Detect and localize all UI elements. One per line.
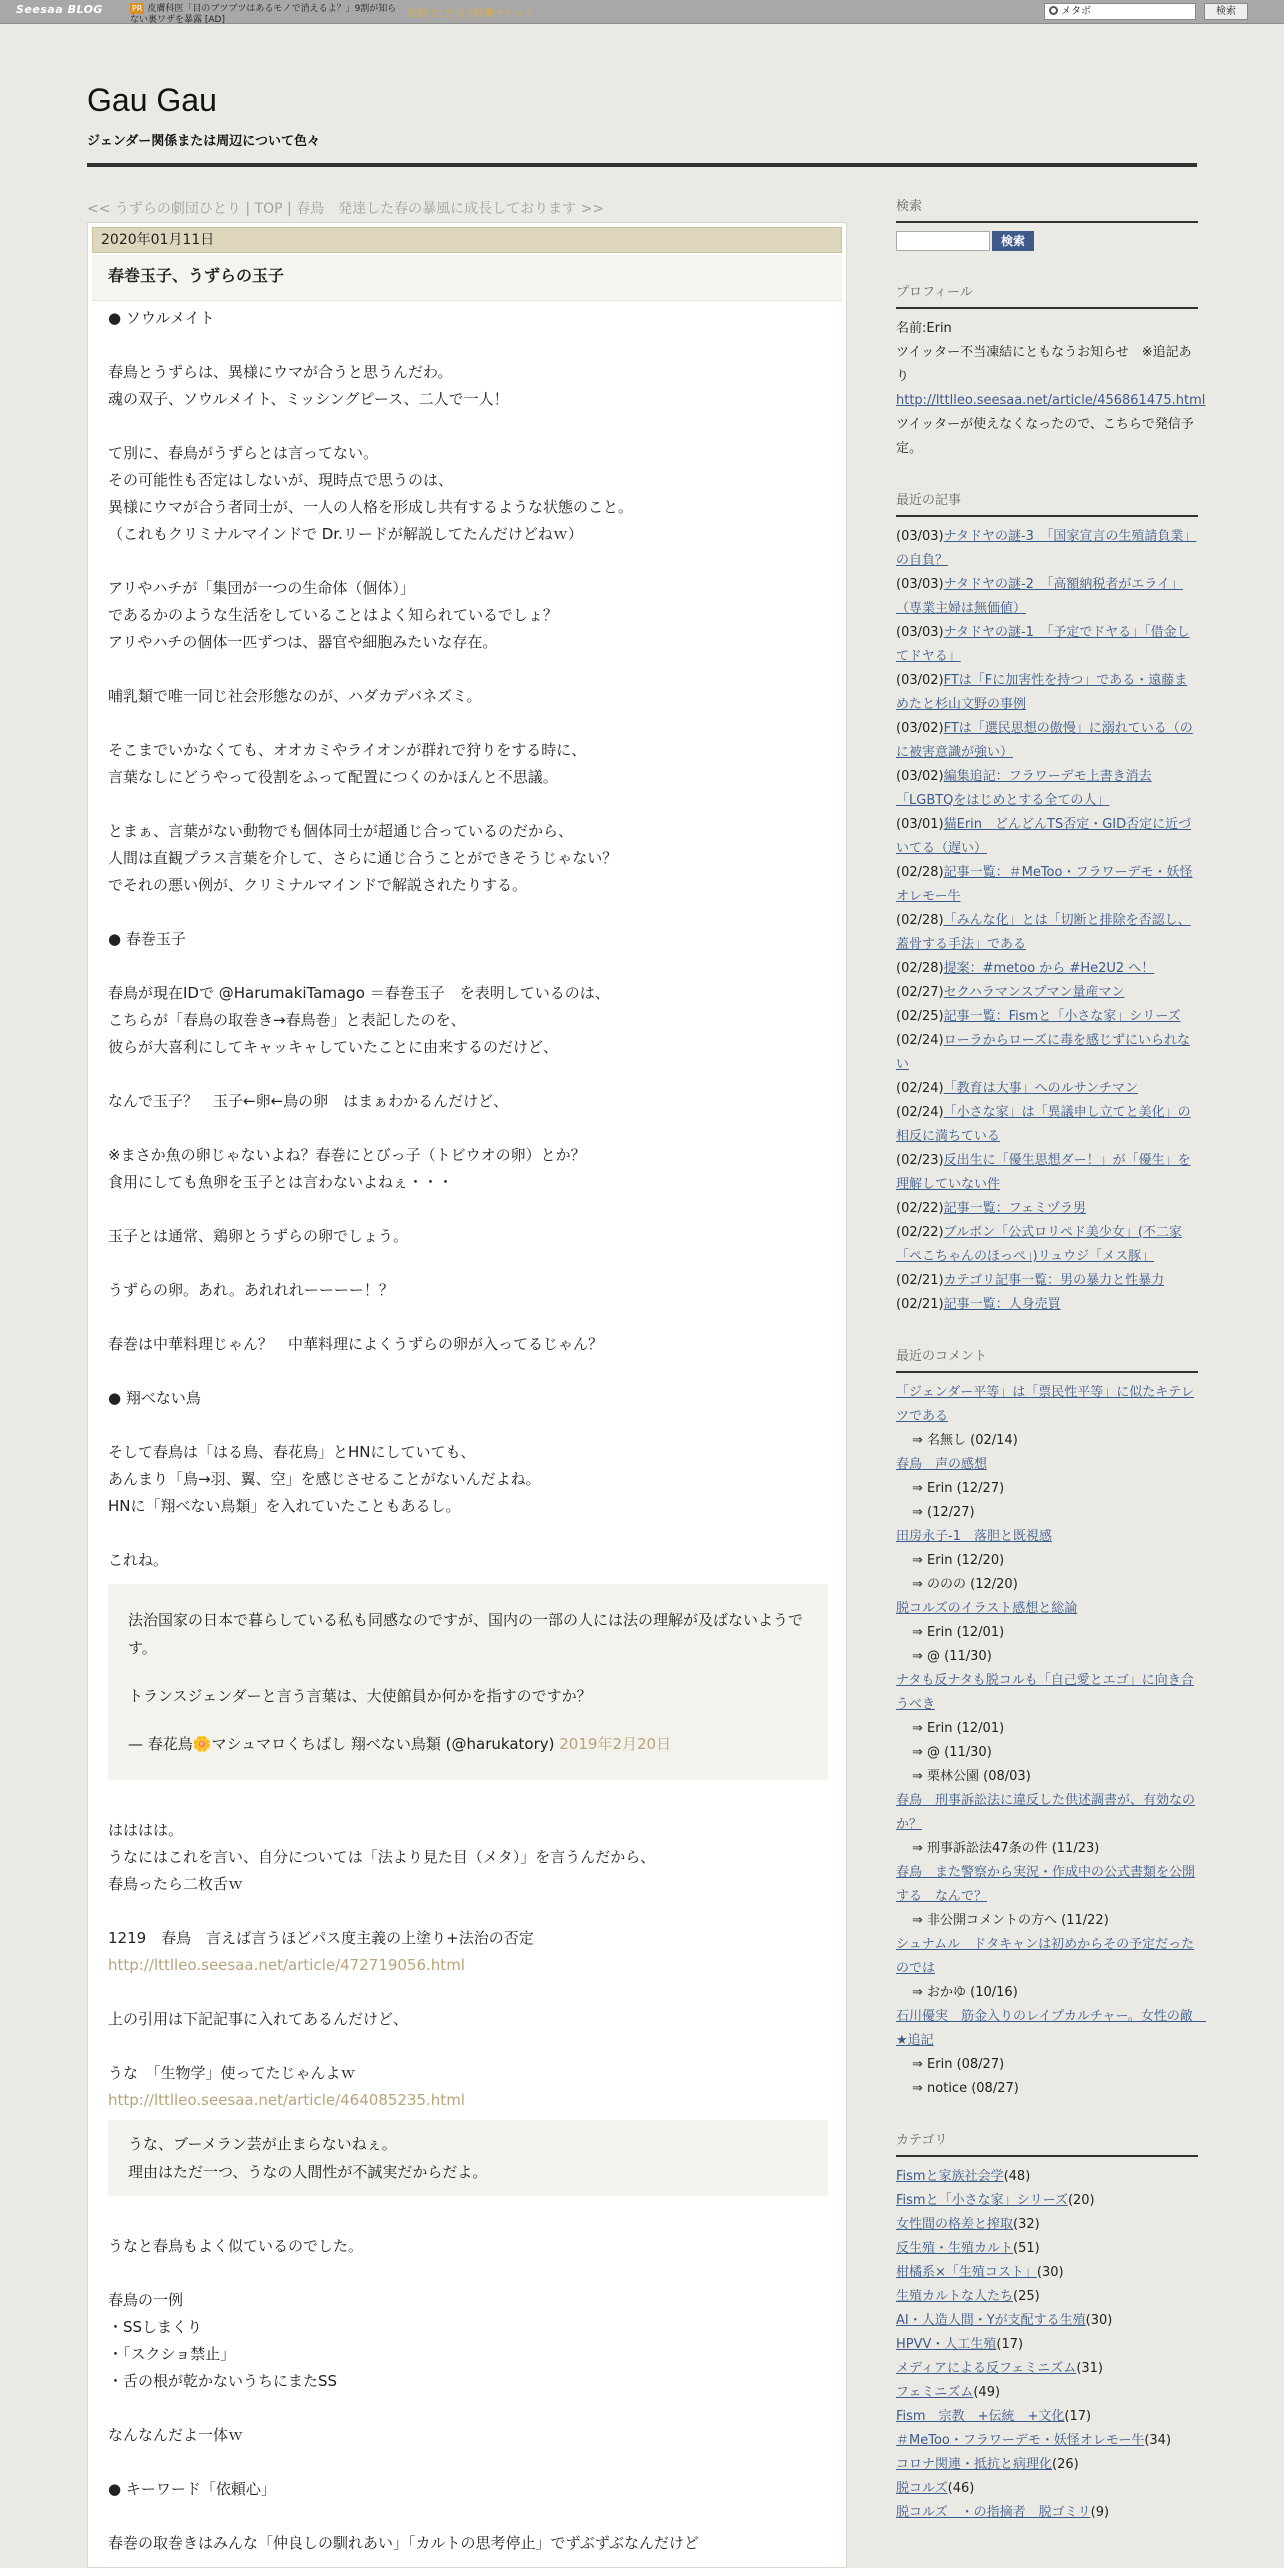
top-ad[interactable] [130,3,400,25]
recent-article-link[interactable]: 記事一覧：Fismと「小さな家」シリーズ [943,1009,1181,1024]
recent-article-date: (03/03) [896,625,944,640]
comment-author[interactable]: ⇒ Erin (12/27) [912,1481,1005,1496]
recent-article-link[interactable]: ナタドヤの謎-2 「高額納税者がエライ」（専業主婦は無価値） [896,577,1184,616]
recent-article-link[interactable]: 猫Erin どんどんTS否定・GID否定に近づいてる（遅い） [896,817,1192,856]
category-link[interactable]: メディアによる反フェミニズム [896,2361,1077,2376]
paragraph-gap [108,2395,828,2422]
recent-article-date: (02/23) [896,1153,944,1168]
recent-article-item [896,621,1198,669]
comment-article-item [896,1381,1198,1429]
top-search-input[interactable]: メタボ [1044,3,1196,20]
comment-author[interactable]: ⇒ 栗林公園 (08/03) [912,1769,1031,1784]
comment-article-link[interactable]: 春鳥 また警察から実況・作成中の公式書類を公開する なんで？ [896,1865,1196,1904]
header-divider [87,163,1197,167]
recent-article-link[interactable]: 提案：#metoo から #He2U2 へ！ [943,961,1155,976]
category-count: (31) [1076,2361,1103,2376]
comment-article-item [896,1861,1198,1909]
top-search-button[interactable]: 検索 [1204,3,1248,20]
post-text-line: 言葉なしにどうやって役割をふって配置につくのかほんと不思議。 [108,768,558,786]
top-bar [0,0,1284,24]
recent-article-date: (02/24) [896,1105,944,1120]
recent-article-link[interactable]: FTは「Fに加害性を持つ」である・遠藤まめたと杉山文野の事例 [896,673,1188,712]
post-text-line: なんなんだよ一体ｗ [108,2426,244,2444]
profile-name: 名前:Erin [896,321,952,336]
sidebar-search [896,195,1198,253]
recent-article-date: (03/02) [896,721,944,736]
sidebar-heading: 最近のコメント [896,1345,1198,1373]
category-count: (9) [1090,2505,1110,2520]
next-article-link[interactable]: 春鳥 発達した春の暴風に成長しております >> [296,201,605,217]
category-item [896,2453,1198,2477]
post-text-line: 春鳥が現在IDで @HarumakiTamago ＝春巻玉子 を表明しているのは、 [108,984,610,1002]
comment-article-item [896,1525,1198,1549]
category-link[interactable]: コロナ関連・抵抗と病理化 [896,2457,1053,2472]
recent-article-date: (02/21) [896,1297,944,1312]
category-item [896,2333,1198,2357]
comment-author[interactable]: ⇒ 非公開コメントの方へ (11/22) [912,1913,1109,1928]
search-icon [1049,6,1058,15]
recent-article-date: (02/28) [896,913,944,928]
paragraph-gap [108,899,828,926]
post-text-line: ● 春巻玉子 [108,930,186,948]
category-item [896,2285,1198,2309]
post-text-line: なんで玉子？ 玉子←卵←鳥の卵 はまぁわかるんだけど、 [108,1092,509,1110]
article-link[interactable]: http://lttlleo.seesaa.net/article/472719056.html [108,1956,465,1974]
comment-author[interactable]: ⇒ @ (11/30) [912,1649,992,1664]
comment-article-item [896,1597,1198,1621]
post-text-line: 上の引用は下記記事に入れてあるんだけど、 [108,2010,409,2028]
category-item [896,2357,1198,2381]
recent-article-date: (02/22) [896,1201,944,1216]
seesaa-logo[interactable]: Seesaa BLOG [16,3,103,16]
post-text-line: て別に、春鳥がうずらとは言ってない。 [108,444,379,462]
nav-separator: | [240,201,255,217]
category-item [896,2165,1198,2189]
comment-author[interactable]: ⇒ 刑事訴訟法47条の件 (11/23) [912,1841,1100,1856]
embedded-tweet [108,1584,828,1780]
category-link[interactable]: フェミニズム [896,2385,974,2400]
post-text-line: 春鳥の一例 [108,2291,184,2309]
paragraph-gap [108,1115,828,1142]
sidebar-search-button[interactable]: 検索 [992,231,1034,251]
recent-article-item [896,573,1198,621]
comment-article-link[interactable]: 春鳥 刑事訴訟法に違反した供述調書が、有効なのか？ [896,1793,1196,1832]
category-item [896,2213,1198,2237]
paragraph-gap [108,1412,828,1439]
post-title[interactable]: 春巻玉子、うずらの玉子 [108,266,285,285]
post-text-line: 彼らが大喜利にしてキャッキャしていたことに由来するのだけど、 [108,1038,559,1056]
comment-article-link[interactable]: 脱コルズのイラスト感想と総論 [896,1601,1078,1616]
recent-article-link[interactable]: ナタドヤの謎-1 「予定でドヤる」「借金してドヤる」 [896,625,1190,664]
comment-author[interactable]: ⇒ @ (11/30) [912,1745,992,1760]
post-text-line: うずらの卵。あれ。あれれれーーーー！？ [108,1281,394,1299]
recent-article-item [896,1149,1198,1197]
site-description: ジェンダー関係または周辺について色々 [87,134,320,149]
nav-separator: | [282,201,297,217]
top-link[interactable]: TOP [254,201,283,217]
category-count: (30) [1085,2313,1113,2328]
comment-author[interactable]: ⇒ notice (08/27) [912,2081,1019,2096]
profile-link[interactable]: http://lttlleo.seesaa.net/article/456861475.html [896,393,1206,408]
comment-article-item [896,2005,1206,2053]
category-count: (34) [1144,2433,1172,2448]
category-count: (32) [1013,2217,1040,2232]
category-item [896,2189,1198,2213]
post-text-line: HNに「翔べない鳥類」を入れていたこともあるし。 [108,1497,461,1515]
recent-article-item [896,861,1198,909]
category-item [896,2261,1198,2285]
post-text-line: ・「スクショ禁止」 [108,2345,236,2363]
recent-article-item [896,525,1198,573]
sidebar-heading: カテゴリ [896,2129,1198,2157]
post-text-line: そこまでいかなくても、オオカミやライオンが群れで狩りをする時に、 [108,741,587,759]
comment-article-link[interactable]: 春鳥 声の感想 [896,1457,988,1472]
sidebar-recent-articles [896,489,1198,1317]
post-text-line: アリやハチが「集団が一つの生命体（個体）」 [108,579,415,597]
paragraph-gap [108,1250,828,1277]
paragraph-gap [108,2503,828,2530]
recent-article-date: (02/28) [896,865,944,880]
recent-article-date: (02/22) [896,1225,944,1240]
post-text-line: あんまり「鳥→羽、翼、空」を感じさせることがないんだよね。 [108,1470,541,1488]
category-link[interactable]: Fismと「小さな家」シリーズ [896,2193,1068,2208]
profile-note: ツイッターが使えなくなったので、こちらで発信予定。 [896,417,1194,456]
category-link[interactable]: 脱コルズ [896,2481,948,2496]
blockquote [108,2120,828,2196]
sidebar-search-input[interactable] [896,231,990,251]
article [87,222,847,2568]
post-text-line: でそれの悪い例が、クリミナルマインドで解説されたりする。 [108,876,527,894]
paragraph-gap [108,332,828,359]
recent-article-item [896,1005,1198,1029]
recent-article-link[interactable]: カテゴリ記事一覧：男の暴力と性暴力 [943,1273,1165,1288]
paragraph-gap [108,1358,828,1385]
recent-article-date: (03/02) [896,769,944,784]
paragraph-gap [108,1898,828,1925]
comment-author[interactable]: ⇒ Erin (12/20) [912,1553,1005,1568]
category-count: (25) [1013,2289,1040,2304]
comment-article-item [896,1453,1198,1477]
post-text-line: であるかのような生活をしていることはよく知られているでしょ？ [108,606,558,624]
category-link[interactable]: 反生殖・生殖カルト [896,2241,1014,2256]
paragraph-gap [108,2033,828,2060]
recent-article-item [896,1221,1198,1269]
recent-article-date: (03/03) [896,577,944,592]
tweet-attribution: — 春花鳥🌼マシュマロくちばし 翔べない鳥類 (@harukatory) 2019年2月20日 [128,1735,672,1753]
comment-author[interactable]: ⇒ (12/27) [912,1505,975,1520]
recent-article-link[interactable]: ローラからローズに毒を感じずにいられない [896,1033,1190,1072]
post-text-line: とまぁ、言葉がない動物でも個体同士が超通じ合っているのだから、 [108,822,574,840]
comment-article-item [896,1933,1198,1981]
category-link[interactable]: HPVV・人工生殖 [896,2337,997,2352]
paragraph-gap [108,710,828,737]
recent-article-link[interactable]: ナタドヤの謎-3 「国家宣言の生殖請負業」の自負？ [896,529,1197,568]
recent-article-item [896,957,1198,981]
post-text-line: ・舌の根が乾かないうちにまたSS [108,2372,338,2390]
site-title[interactable]: Gau Gau [87,82,217,118]
recent-article-item [896,909,1198,957]
sidebar-heading: 検索 [896,195,1198,223]
recent-article-link[interactable]: FTは「選民思想の傲慢」に溺れている（のに被害意識が強い） [896,721,1193,760]
top-ad-text[interactable]: 皮膚科医「目のブツブツはあるモノで消えるよ？」9割が知らない裏ワザを暴露 [AD] [130,4,397,25]
recent-article-item [896,1197,1198,1221]
sidebar-heading: 最近の記事 [896,489,1198,517]
recent-article-item [896,1029,1198,1077]
category-item [896,2501,1198,2525]
paragraph-gap [108,656,828,683]
post-text-line: その可能性も否定はしないが、現時点で思うのは、 [108,471,454,489]
sidebar [896,195,1206,2553]
category-link[interactable]: 生殖カルトな人たち [896,2289,1014,2304]
post-text-line: うな 「生物学」使ってたじゃんよｗ [108,2064,356,2082]
post-date: 2020年01月11日 [92,227,842,253]
comment-author[interactable]: ⇒ 名無し (02/14) [912,1433,1018,1448]
pr-badge: PR [132,4,143,13]
recent-article-item [896,669,1198,717]
paragraph-gap [108,791,828,818]
category-count: (26) [1052,2457,1079,2472]
sidebar-heading: プロフィール [896,281,1198,309]
paragraph-gap [108,2260,828,2287]
recent-article-date: (02/28) [896,961,944,976]
paragraph-gap [108,413,828,440]
category-link[interactable]: Fism 宗教 +伝統 +文化 [896,2409,1065,2424]
paragraph-gap [108,2449,828,2476]
category-item [896,2429,1198,2453]
recent-article-link[interactable]: 記事一覧：人身売買 [943,1297,1061,1312]
recent-article-link[interactable]: ブルボン「公式ロリペド美少女」(不二家「ペこちゃんのほっぺ」)リュウジ「メス豚」 [896,1225,1182,1264]
category-item [896,2237,1198,2261]
recent-article-item [896,1101,1198,1149]
category-link[interactable]: 女性間の格差と搾取 [896,2217,1014,2232]
article-link[interactable]: http://lttlleo.seesaa.net/article/464085235.html [108,2091,465,2109]
recent-article-link[interactable]: 「みんな化」とは「切断と排除を否認し、蓋骨する手法」である [896,913,1191,952]
post-text-line: ● キーワード「依頼心」 [108,2480,276,2498]
category-link[interactable]: 脱コルズ ・の指摘者 脱ゴミリ [896,2505,1091,2520]
category-count: (17) [996,2337,1024,2352]
comment-article-link[interactable]: 石川優実 筋金入りのレイプカルチャー。女性の敵 ★追記 [896,2009,1206,2048]
comment-author[interactable]: ⇒ おかゆ (10/16) [912,1985,1018,2000]
recent-article-link[interactable]: 「教育は大事」へのルサンチマン [943,1081,1138,1096]
comment-article-link[interactable]: ナタも反ナタも脱コルも「自己愛とエゴ」に向き合うべき [896,1673,1194,1712]
post-text-line: 異様にウマが合う者同士が、一人の人格を形成し共有するような状態のこと。 [108,498,634,516]
sidebar-recent-comments [896,1345,1206,2101]
post-text-line: うなと春鳥もよく似ているのでした。 [108,2237,364,2255]
recent-article-item [896,1293,1198,1317]
top-ad-2[interactable]: 無料で1万円分特典チケット [408,9,534,20]
profile-notice: ツイッター不当凍結にともなうお知らせ ※追記あり [896,345,1192,384]
comment-article-item [896,1669,1198,1717]
prev-article-link[interactable]: << うずらの劇団ひとり [87,201,241,217]
post-text-line: 春鳥ったら二枚舌ｗ [108,1875,244,1893]
comment-article-link[interactable]: シュナムル ドタキャンは初めからその予定だったのでは [896,1937,1195,1976]
comment-article-link[interactable]: 「ジェンダー平等」は「票民性平等」に似たキテレツである [896,1385,1194,1424]
recent-article-link[interactable]: 反出生に「優生思想ダー！」が「優生」を理解していない件 [896,1153,1191,1192]
sidebar-profile [896,281,1206,461]
recent-article-date: (02/21) [896,1273,944,1288]
recent-article-item [896,813,1198,861]
recent-article-link[interactable]: セクハラマンスプマン量産マン [943,985,1125,1000]
comment-author[interactable]: ⇒ ののの (12/20) [912,1577,1018,1592]
post-text-line: アリやハチの個体一匹ずつは、器官や細胞みたいな存在。 [108,633,498,651]
category-item [896,2477,1198,2501]
paragraph-gap [108,1196,828,1223]
category-count: (46) [947,2481,975,2496]
category-item [896,2309,1198,2333]
post-text-line: はははは。 [108,1821,184,1839]
recent-article-link[interactable]: 「小さな家」は「異議申し立てと美化」の相反に満ちている [896,1105,1191,1144]
post-text-line: 春巻は中華料理じゃん？ 中華料理によくうずらの卵が入ってるじゃん？ [108,1335,604,1353]
post-text-line: 哺乳類で唯一同じ社会形態なのが、ハダカデバネズミ。 [108,687,482,705]
category-item [896,2381,1198,2405]
article-nav [87,198,604,218]
sidebar-categories [896,2129,1198,2525]
quote-line: 理由はただ一つ、うなの人間性が不誠実だからだよ。 [128,2163,488,2181]
paragraph-gap [108,953,828,980]
post-text-line: 人間は直観プラス言葉を介して、さらに通じ合うことができそうじゃない？ [108,849,618,867]
tweet-text: トランスジェンダーと言う言葉は、大使館員か何かを指すのですか？ [128,1687,592,1705]
paragraph-gap [108,1304,828,1331]
recent-article-link[interactable]: 記事一覧：フェミヅラ男 [943,1201,1086,1216]
recent-article-date: (02/24) [896,1081,944,1096]
paragraph-gap [108,1520,828,1547]
category-item [896,2405,1198,2429]
post-text-line: 玉子とは通常、鶏卵とうずらの卵でしょう。 [108,1227,409,1245]
quote-line: うな、ブーメラン芸が止まらないねぇ。 [128,2135,397,2153]
category-link[interactable]: AI・人造人間・Yが支配する生殖 [896,2313,1086,2328]
category-count: (30) [1036,2265,1064,2280]
post-text-line: 食用にしても魚卵を玉子とは言わないよねぇ・・・ [108,1173,454,1191]
post-text-line: ・SSしまくり [108,2318,203,2336]
comment-article-item [896,1789,1198,1837]
post-body [108,305,828,2557]
recent-article-date: (03/03) [896,529,944,544]
category-count: (49) [973,2385,1001,2400]
category-count: (48) [1003,2169,1031,2184]
recent-article-date: (03/02) [896,673,944,688]
category-count: (17) [1064,2409,1092,2424]
paragraph-gap [108,1061,828,1088]
category-link[interactable]: Fismと家族社会学 [896,2169,1004,2184]
recent-article-item [896,981,1198,1005]
recent-article-item [896,717,1198,765]
recent-article-item [896,765,1198,813]
post-text-line: ● 翔べない鳥 [108,1389,201,1407]
category-count: (51) [1013,2241,1040,2256]
post-text-line: 春鳥とうずらは、異様にウマが合うと思うんだわ。 [108,363,453,381]
post-text-line: 魂の双子、ソウルメイト、ミッシングピース、二人で一人！ [108,390,509,408]
post-text-line: ● ソウルメイト [108,309,215,327]
comment-author[interactable]: ⇒ Erin (08/27) [912,2057,1005,2072]
post-text-line: （これもクリミナルマインドで Dr.リードが解説してたんだけどねｗ） [108,525,583,543]
recent-article-date: (02/24) [896,1033,944,1048]
tweet-date-link[interactable]: 2019年2月20日 [559,1735,672,1753]
tweet-text: 法治国家の日本で暮らしている私も同感なのですが、国内の一部の人には法の理解が及ばないようです。 [128,1611,804,1657]
category-link[interactable]: 柑橘系×「生殖コスト」 [896,2265,1037,2280]
post-text-line: うなにはこれを言い、自分については「法より見た目（メタ）」を言うんだから、 [108,1848,656,1866]
recent-article-item [896,1077,1198,1101]
recent-article-date: (03/01) [896,817,944,832]
paragraph-gap [108,548,828,575]
comment-author[interactable]: ⇒ Erin (12/01) [912,1625,1005,1640]
recent-article-link[interactable]: 編集追記：フラワーデモ上書き消去「LGBTQをはじめとする全ての人」 [896,769,1152,808]
comment-article-link[interactable]: 田房永子-1 落胆と既視感 [896,1529,1052,1544]
post-text-line: 1219 春鳥 言えば言うほどパス度主義の上塗り+法治の否定 [108,1929,534,1947]
category-count: (20) [1067,2193,1095,2208]
recent-article-link[interactable]: 記事一覧：＃MeToo・フラワーデモ・妖怪オレモー牛 [896,865,1193,904]
post-text-line: こちらが「春鳥の取巻き→春鳥巻」と表記したのを、 [108,1011,466,1029]
recent-article-item [896,1269,1198,1293]
post-text-line: 春巻の取巻きはみんな「仲良しの馴れあい」「カルトの思考停止」でずぶずぶなんだけど [108,2534,700,2552]
recent-article-date: (02/25) [896,1009,944,1024]
recent-article-date: (02/27) [896,985,944,1000]
post-text-line: そして春鳥は「はる鳥、春花鳥」とHNにしていても、 [108,1443,476,1461]
comment-author[interactable]: ⇒ Erin (12/01) [912,1721,1005,1736]
post-text-line: ※まさか魚の卵じゃないよね？春巻にとびっ子（トビウオの卵）とか？ [108,1146,586,1164]
post-text-line: これね。 [108,1551,169,1569]
category-link[interactable]: ＃MeToo・フラワーデモ・妖怪オレモー牛 [896,2433,1145,2448]
